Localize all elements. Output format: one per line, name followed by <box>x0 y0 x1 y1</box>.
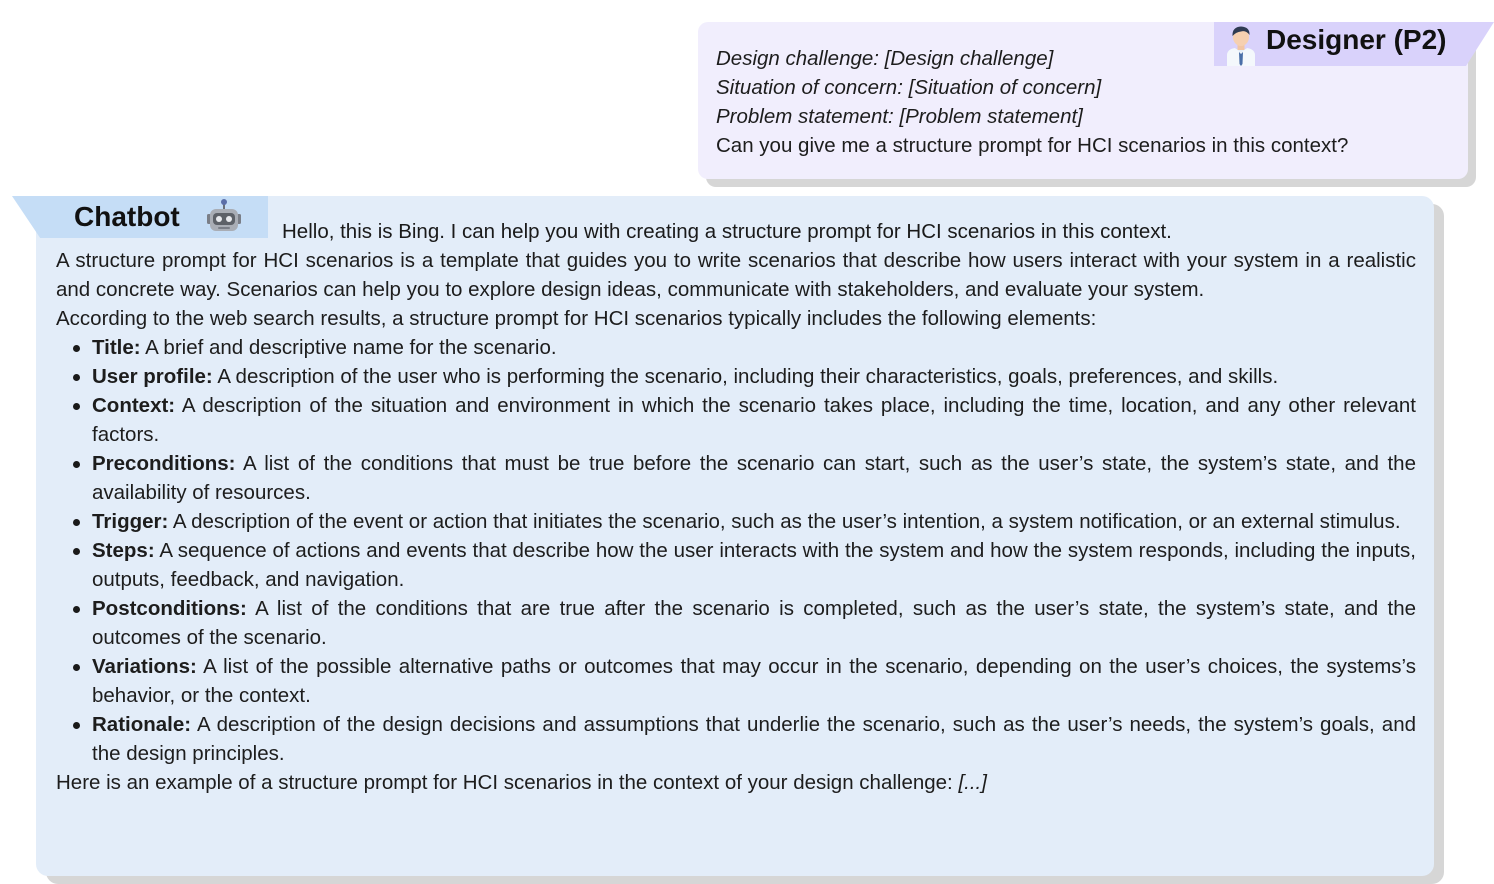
chatbot-greeting: Hello, this is Bing. I can help you with creating a structure prompt for HCI scenarios in this context. <box>282 220 1172 243</box>
designer-title: Designer (P2) <box>1266 24 1447 55</box>
chatbot-closing-paragraph <box>56 768 1416 797</box>
closing-ellipsis: [...] <box>958 771 987 794</box>
chatbot-message <box>56 246 1416 797</box>
list-item-rationale <box>56 710 1416 768</box>
list-item-variations <box>56 652 1416 710</box>
person-avatar-icon <box>1222 23 1260 66</box>
list-item-term: Trigger: <box>92 510 169 533</box>
designer-question-line: Can you give me a structure prompt for HCI scenarios in this context? <box>716 134 1349 157</box>
list-item-text: A sequence of actions and events that describe how the user interacts with the system and how the system responds, including the inputs, outputs, feedback, and navigation. <box>92 539 1416 591</box>
list-item-term: User profile: <box>92 365 213 388</box>
list-item-term: Postconditions: <box>92 597 247 620</box>
list-item-trigger <box>56 507 1416 536</box>
list-item-text: A list of the possible alternative paths or outcomes that may occur in the scenario, depending on the user’s choices, the systems’s behavior, or the context. <box>92 655 1416 707</box>
closing-text: Here is an example of a structure prompt for HCI scenarios in the context of your design challenge: <box>56 771 959 794</box>
list-item-term: Variations: <box>92 655 197 678</box>
design-challenge-line: Design challenge: [Design challenge] <box>716 47 1054 70</box>
list-item-title <box>56 333 1416 362</box>
problem-statement-line: Problem statement: [Problem statement] <box>716 105 1083 128</box>
list-item-context <box>56 391 1416 449</box>
elements-list <box>56 333 1416 768</box>
list-item-steps <box>56 536 1416 594</box>
list-item-postconditions <box>56 594 1416 652</box>
list-item-user-profile <box>56 362 1416 391</box>
list-item-text: A description of the situation and environment in which the scenario takes place, including the time, location, and any other relevant factors. <box>92 394 1416 446</box>
situation-of-concern-line: Situation of concern: [Situation of concern] <box>716 76 1102 99</box>
list-item-text: A list of the conditions that are true after the scenario is completed, such as the user’s state, the system’s state, and the outcomes of the scenario. <box>92 597 1416 649</box>
chatbot-intro-paragraph: A structure prompt for HCI scenarios is a template that guides you to write scenarios that describe how users interact with your system in a realistic and concrete way. Scenarios can help you to explore design ideas, communicate with stakeholders, and evaluate your system. <box>56 249 1416 301</box>
list-item-text: A description of the user who is performing the scenario, including their characteristics, goals, preferences, and skills. <box>212 365 1279 388</box>
list-item-text: A description of the event or action that initiates the scenario, such as the user’s intention, a system notification, or an external stimulus. <box>168 510 1401 533</box>
chatbot-title: Chatbot <box>74 201 180 232</box>
list-item-term: Title: <box>92 336 141 359</box>
list-item-text: A brief and descriptive name for the scenario. <box>140 336 557 359</box>
list-item-text: A list of the conditions that must be true before the scenario can start, such as the user’s state, the system’s state, and the availability of resources. <box>92 452 1416 504</box>
chatbot-lead-paragraph: According to the web search results, a structure prompt for HCI scenarios typically includes the following elements: <box>56 307 1097 330</box>
robot-icon <box>204 198 244 234</box>
list-item-preconditions <box>56 449 1416 507</box>
list-item-text: A description of the design decisions and assumptions that underlie the scenario, such as the user’s needs, the system’s goals, and the design principles. <box>92 713 1416 765</box>
list-item-term: Steps: <box>92 539 155 562</box>
list-item-term: Preconditions: <box>92 452 236 475</box>
list-item-term: Rationale: <box>92 713 192 736</box>
list-item-term: Context: <box>92 394 176 417</box>
